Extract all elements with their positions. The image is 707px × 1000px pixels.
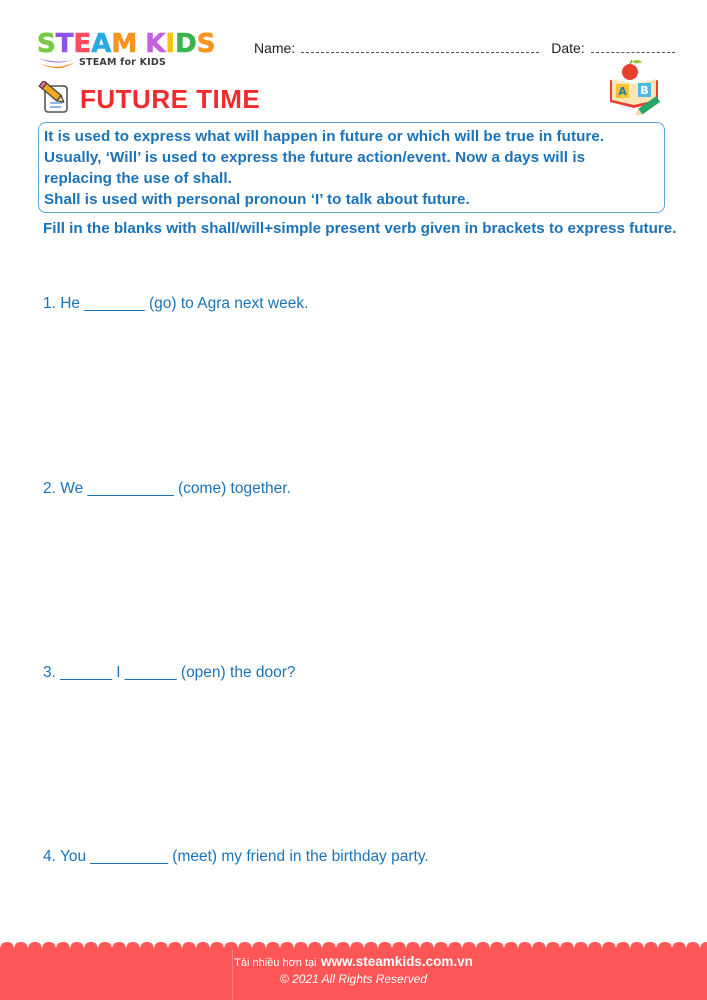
logo-letter: K xyxy=(145,29,166,59)
question-3[interactable]: 3. ______ I ______ (open) the door? xyxy=(43,664,296,681)
logo-letter: S xyxy=(196,29,216,59)
logo-subtitle: STEAM for KIDS xyxy=(79,57,167,68)
logo-letter: S xyxy=(37,29,56,59)
name-date-row xyxy=(254,40,675,56)
logo-swoosh-icon xyxy=(37,54,77,70)
date-field[interactable] xyxy=(591,41,675,53)
logo-letter: M xyxy=(111,29,138,59)
question-1[interactable]: 1. He _______ (go) to Agra next week. xyxy=(43,295,309,312)
logo-letter: T xyxy=(55,29,74,59)
footer-website-link[interactable]: www.steamkids.com.vn xyxy=(321,954,473,969)
info-line: Shall is used with personal pronoun ‘I’ to talk about future. xyxy=(44,191,470,208)
logo-letter: A xyxy=(91,29,112,59)
footer-download-line xyxy=(0,953,707,971)
logo-letter: I xyxy=(165,29,176,59)
footer-copyright: © 2021 All Rights Reserved xyxy=(279,972,428,986)
info-line: It is used to express what will happen in future or which will be true in future. xyxy=(44,128,605,145)
date-label: Date: xyxy=(551,40,585,56)
footer-download-text: Tải nhiều hơn tại xyxy=(234,957,317,969)
steam-kids-logo xyxy=(37,30,237,72)
name-label: Name: xyxy=(254,40,296,56)
svg-text:B: B xyxy=(640,84,649,97)
abc-book-apple-icon xyxy=(606,58,666,116)
question-2[interactable]: 2. We __________ (come) together. xyxy=(43,480,291,497)
svg-text:A: A xyxy=(618,85,627,98)
grammar-info-box xyxy=(38,122,665,213)
info-line: replacing the use of shall. xyxy=(44,170,232,187)
info-line: Usually, ‘Will’ is used to express the future action/event. Now a days will is xyxy=(44,149,586,166)
pencil-paper-icon xyxy=(37,81,71,115)
logo-letter: D xyxy=(175,29,197,59)
logo-letter: E xyxy=(73,29,92,59)
worksheet-title: FUTURE TIME xyxy=(80,84,261,114)
question-4[interactable]: 4. You _________ (meet) my friend in the birthday party. xyxy=(43,848,429,865)
name-field[interactable] xyxy=(301,41,539,53)
exercise-instruction: Fill in the blanks with shall/will+simple present verb given in brackets to express future. xyxy=(43,220,677,237)
